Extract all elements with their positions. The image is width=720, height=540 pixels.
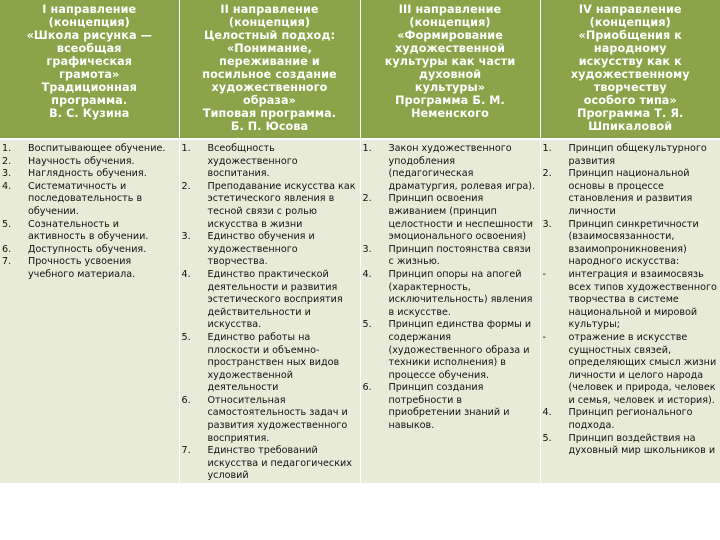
list-marker: 5. (2, 218, 12, 230)
list-marker: 3. (181, 231, 191, 243)
list-text: Единство требований искусства и педагогических условий (207, 445, 352, 482)
header-direction-4: IV направление (концепция) «Приобщения к народному искусству как к художественному творчеству особого типа» Программа Т. Я. Шпикаловой (540, 0, 720, 139)
list-marker: 1. (542, 143, 552, 154)
list-text: Закон художественного уподобления (педагогическая драматургия, ролевая игра). (388, 143, 536, 192)
list-item (543, 143, 718, 168)
list-text: Принцип национальной основы в процессе становления и развития личности (568, 168, 693, 217)
list-marker: 2. (362, 193, 372, 205)
list-marker: 1. (2, 143, 12, 154)
list-text: Прочность усвоения учебного материала. (28, 256, 136, 280)
list-item (2, 156, 176, 169)
list-marker: 5. (181, 331, 191, 343)
list-item (2, 244, 176, 257)
list-text: Сознательность и активность в обучении. (28, 218, 149, 243)
list-text: Единство работы на плоскости и объемно-пространствен ных видов художественной деятельности (207, 331, 340, 394)
list-item (363, 244, 537, 269)
principles-cell-4 (540, 139, 720, 483)
body-row (0, 139, 720, 483)
list-item (182, 231, 357, 269)
list-item (182, 143, 357, 181)
list-marker: 1. (362, 143, 372, 154)
list-marker: 7. (181, 445, 191, 457)
list-text: Систематичность и последовательность в обучении. (28, 180, 143, 217)
list-item (363, 269, 537, 319)
list-marker: 3. (2, 168, 12, 180)
list-text: Доступность обучения. (28, 243, 147, 255)
list-item (543, 168, 718, 218)
list-marker: - (542, 268, 546, 280)
list-item (543, 269, 718, 332)
list-marker: - (542, 331, 546, 343)
list-marker: 2. (2, 155, 12, 167)
list-marker: 4. (362, 268, 372, 280)
list-text: Принцип опоры на апогей (характерность, исключительность) явления в искусстве. (388, 268, 533, 318)
header-row (0, 0, 720, 139)
list-marker: 7. (2, 256, 12, 268)
list-text: Принцип воздействия на духовный мир школьников и (568, 432, 716, 457)
list-text: Воспитывающее обучение. (28, 143, 166, 154)
list-text: отражение в искусстве сущностных связей, определяющих смысл жизни личности и целого народа (человек и природа, человек и семья, человек и история). (568, 331, 717, 406)
list-item (182, 332, 357, 395)
list-text: Преподавание искусства как эстетического явления в тесной связи с ролью искусства в жизни (207, 180, 356, 230)
list-text: Единство обучения и художественного творчества. (207, 231, 315, 268)
list-marker: 4. (181, 268, 191, 280)
header-direction-1: I направление (концепция) «Школа рисунка — всеобщая графическая грамота» Традиционная программа. В. С. Кузина (0, 0, 179, 139)
list-marker: 1. (181, 143, 191, 154)
list-marker: 6. (2, 243, 12, 255)
list-item (543, 219, 718, 269)
list-text: Принцип постоянства связи с жизнью. (388, 243, 531, 268)
header-direction-2: II направление (концепция) Целостный подход: «Понимание, переживание и посильное создание художественного образа» Типовая программа. Б. П. Юсова (179, 0, 360, 139)
header-direction-3: III направление (концепция) «Формирование художественной культуры как части духовной культуры» Программа Б. М. Неменского (360, 0, 540, 139)
list-item (2, 256, 176, 281)
list-text: Принцип общекультурного развития (568, 143, 707, 167)
list-item (363, 382, 537, 432)
list-text: Единство практической деятельности и развития эстетического восприятия действительности и искусства. (207, 268, 343, 331)
list-text: Принцип регионального подхода. (568, 407, 693, 432)
list-item (2, 168, 176, 181)
list-text: Относительная самостоятельность задач и развития художественного восприятия. (207, 394, 348, 444)
list-item (543, 332, 718, 408)
principles-cell-2 (179, 139, 360, 483)
list-item (182, 445, 357, 483)
list-item (543, 433, 718, 458)
list-item (363, 193, 537, 243)
list-item (2, 143, 176, 156)
list-item (363, 319, 537, 382)
list-text: Научность обучения. (28, 155, 135, 167)
list-item (363, 143, 537, 193)
list-marker: 6. (181, 394, 191, 406)
list-text: Всеобщность художественного воспитания. (207, 143, 298, 180)
list-marker: 2. (181, 180, 191, 192)
list-marker: 4. (2, 180, 12, 192)
list-text: Принцип освоения вживанием (принцип целостности и неспешности эмоционального освоения) (388, 193, 534, 243)
list-item (543, 407, 718, 432)
list-text: Принцип создания потребности в приобретении знаний и навыков. (388, 382, 510, 432)
list-item (182, 269, 357, 332)
list-marker: 5. (542, 432, 552, 444)
list-marker: 4. (542, 407, 552, 419)
list-text: Наглядность обучения. (28, 168, 147, 180)
list-text: Принцип синкретичности (взаимосвязанности, взаимопроникновения) народного искусства: (568, 218, 699, 268)
principles-cell-3 (360, 139, 540, 483)
list-marker: 3. (362, 243, 372, 255)
list-marker: 3. (542, 218, 552, 230)
list-item (2, 181, 176, 219)
list-marker: 5. (362, 319, 372, 331)
list-item (2, 219, 176, 244)
list-item (182, 181, 357, 231)
list-text: интеграция и взаимосвязь всех типов художественного творчества в системе национальной и мировой культуры; (568, 268, 717, 331)
list-text: Принцип единства формы и содержания (художественного образа и техники исполнения) в процессе обучения. (388, 319, 532, 381)
list-marker: 6. (362, 382, 372, 394)
list-marker: 2. (542, 168, 552, 180)
list-item (182, 395, 357, 445)
principles-cell-1 (0, 139, 179, 483)
